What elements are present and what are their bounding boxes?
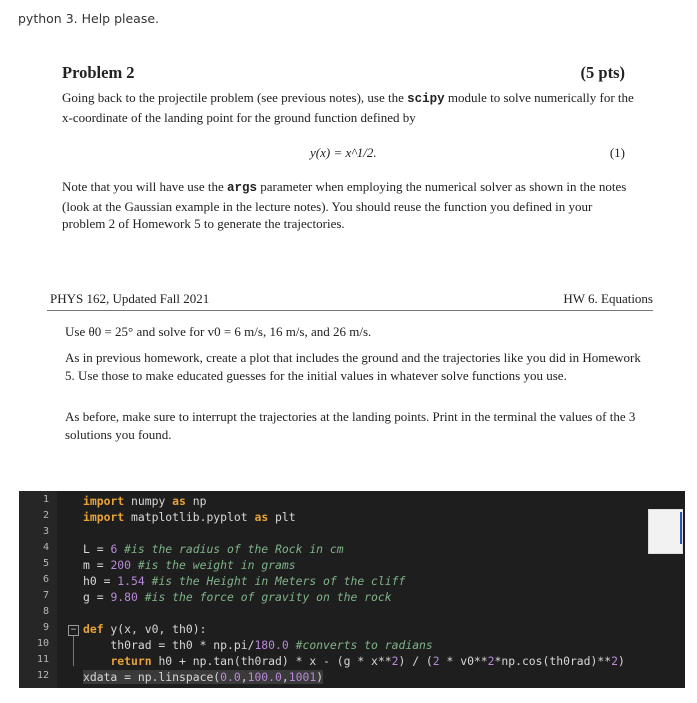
code-token: 100.0 — [247, 670, 282, 684]
code-token: L = — [83, 542, 111, 556]
code-token: ) — [316, 670, 324, 684]
fold-guide — [73, 636, 74, 666]
code-token: 2 — [611, 654, 618, 668]
code-token: #is the weight in grams — [137, 558, 296, 572]
question-text: python 3. Help please. — [18, 11, 160, 26]
line-number: 2 — [42, 510, 49, 521]
code-token: 2 — [432, 654, 440, 668]
line-number: 6 — [42, 574, 49, 585]
page-header-left: PHYS 162, Updated Fall 2021 — [50, 291, 210, 306]
code-token: plt — [268, 510, 296, 524]
code-token: return — [110, 654, 152, 668]
instruction-2: As in previous homework, create a plot that includes the ground and the trajectories like you did in Homework 5. Use those to make educated guesses for the initial values in whatever solve functions you use. — [65, 350, 641, 383]
code-line[interactable] — [83, 510, 296, 524]
code-token — [83, 654, 110, 668]
line-number: 8 — [42, 606, 49, 617]
code-line[interactable] — [83, 558, 296, 572]
code-token: numpy — [124, 494, 173, 508]
code-token: *np.cos(th0rad)** — [494, 654, 612, 668]
code-token: as — [172, 494, 186, 508]
problem-points: (5 pts) — [580, 63, 625, 82]
problem-intro — [62, 89, 634, 126]
note-code-args: args — [227, 181, 258, 195]
code-token: y(x, v0, th0): — [103, 622, 207, 636]
code-token: ) — [617, 654, 625, 668]
line-number: 10 — [36, 638, 49, 649]
code-token: 1.54 — [117, 574, 145, 588]
note-text-2: parameter when employing the numerical solver as shown in the notes (look at the Gaussian example in the lecture notes). You should reuse the function you defined in your problem 2 of Homework 5 to generate the trajectories. — [62, 179, 627, 231]
line-number: 7 — [42, 590, 49, 601]
equation-number: (1) — [609, 145, 625, 160]
intro-text-2: module to solve numerically for the x-coordinate of the landing point for the ground function defined by — [62, 90, 634, 125]
code-token: np — [185, 494, 207, 508]
instruction-3: As before, make sure to interrupt the trajectories at the landing points. Print in the terminal the values of the 3 solutions you found. — [65, 409, 636, 442]
note-text-1: Note that you will have use the — [62, 179, 227, 194]
line-number: 1 — [42, 494, 49, 505]
code-token: import — [83, 510, 125, 524]
code-token: #is the radius of the Rock in cm — [124, 542, 344, 556]
code-token: matplotlib.pyplot — [124, 510, 255, 524]
equation: y(x) = x^1/2. — [310, 145, 377, 160]
code-token: 1001 — [288, 670, 317, 684]
side-panel — [648, 509, 683, 554]
code-line[interactable] — [83, 654, 625, 668]
header-rule — [47, 310, 653, 311]
code-token: #is the force of gravity on the rock — [144, 590, 392, 604]
code-token: 2 — [391, 654, 399, 668]
code-token: * v0** — [439, 654, 488, 668]
code-token: 9.80 — [110, 590, 138, 604]
code-line[interactable] — [83, 590, 392, 604]
intro-text-1: Going back to the projectile problem (see previous notes), use the — [62, 90, 408, 105]
problem-title: Problem 2 — [62, 63, 135, 82]
line-number: 12 — [36, 670, 49, 681]
code-token: ) / ( — [398, 654, 433, 668]
instruction-1: Use θ0 = 25° and solve for v0 = 6 m/s, 16 m/s, and 26 m/s. — [65, 324, 372, 339]
line-number: 5 — [42, 558, 49, 569]
code-token — [138, 590, 145, 604]
code-token: h0 + np.tan(th0rad) * x - (g * x** — [151, 654, 392, 668]
code-token: 200 — [110, 558, 132, 572]
code-line[interactable] — [83, 638, 433, 652]
code-line[interactable] — [83, 494, 206, 508]
code-line[interactable] — [83, 670, 323, 684]
code-editor[interactable] — [19, 491, 685, 688]
code-token: 180.0 — [254, 638, 289, 652]
code-line[interactable] — [83, 542, 344, 556]
line-number: 4 — [42, 542, 49, 553]
code-token — [145, 574, 152, 588]
code-token: h0 = — [83, 574, 118, 588]
text-cursor — [680, 512, 682, 544]
code-token: import — [83, 494, 125, 508]
line-number: 9 — [42, 622, 49, 633]
code-token: as — [254, 510, 269, 524]
code-token — [289, 638, 296, 652]
code-token: #is the Height in Meters of the cliff — [151, 574, 406, 588]
code-token: xdata = np.linspace( — [83, 670, 221, 684]
code-token: , — [281, 670, 289, 684]
code-token: th0rad = th0 * np.pi/ — [83, 638, 255, 652]
code-token: #converts to radians — [295, 638, 433, 652]
code-token: def — [83, 622, 104, 636]
problem-note — [62, 178, 634, 233]
line-gutter — [19, 491, 57, 688]
code-token: m = — [83, 558, 111, 572]
line-number: 11 — [36, 654, 49, 665]
intro-code-scipy: scipy — [407, 92, 445, 106]
code-token — [131, 558, 138, 572]
code-token: 2 — [487, 654, 495, 668]
code-token: 6 — [110, 542, 118, 556]
page-header-right: HW 6. Equations — [563, 291, 653, 306]
code-line[interactable] — [83, 574, 405, 588]
code-token: 0.0 — [220, 670, 241, 684]
fold-toggle-icon[interactable]: − — [68, 625, 79, 636]
code-token: g = — [83, 590, 111, 604]
code-token: , — [240, 670, 248, 684]
code-line[interactable] — [83, 622, 206, 636]
line-number: 3 — [42, 526, 49, 537]
